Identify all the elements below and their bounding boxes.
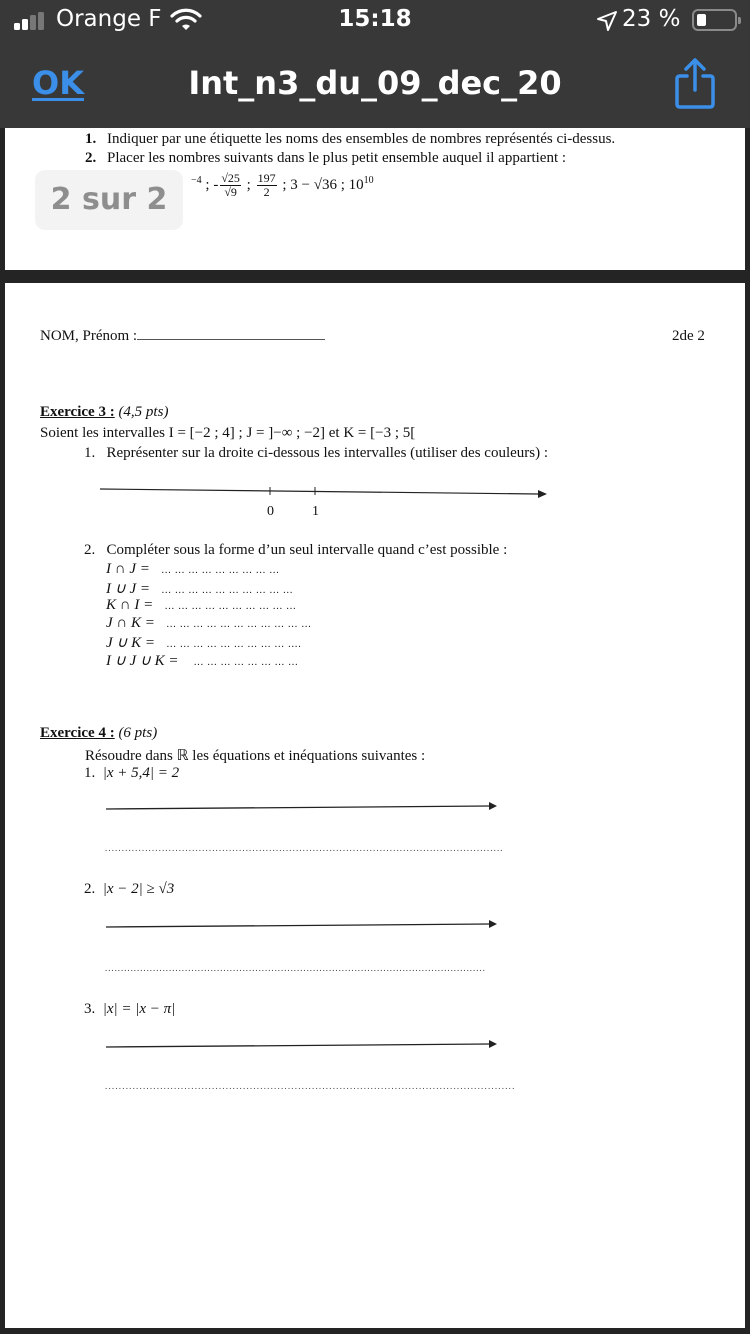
- answer-dots-1: .......................................................................................................................: [105, 843, 504, 853]
- exercise-3-q2: 2. Compléter sous la forme d’un seul intervalle quand c’est possible :: [84, 542, 508, 558]
- answer-axis-3: [105, 1037, 500, 1051]
- tick-label-0: 0: [267, 504, 274, 519]
- tick-label-1: 1: [312, 504, 319, 519]
- op-row: I ∩ J = … … … … … … … … …: [106, 561, 280, 577]
- ok-button[interactable]: OK: [32, 64, 84, 102]
- number-list: $^{-4}$ ; - $\frac{√25}{√9}$ ; $\frac{197}{2}$ ; 3 − √36 ; $10^{10}$: [191, 171, 374, 199]
- nav-bar: [0, 50, 750, 120]
- location-icon: [596, 10, 618, 32]
- clock: 15:18: [338, 6, 412, 32]
- op-row: I ∪ J ∪ K = … … … … … … … …: [106, 653, 299, 669]
- page1-item-2: 2. Placer les nombres suivants dans le plus petit ensemble auquel il appartient :: [85, 150, 567, 166]
- op-row: J ∪ K = … … … … … … … … … ….: [106, 635, 302, 651]
- status-bar: [0, 0, 750, 42]
- exercise-3-q1: 1. Représenter sur la droite ci-dessous les intervalles (utiliser des couleurs) :: [84, 445, 549, 461]
- exercise-4-q3: 3. |x| = |x − π|: [84, 1001, 176, 1017]
- class-label: 2de 2: [672, 328, 705, 344]
- carrier-name: Orange F: [56, 6, 162, 32]
- answer-dots-3: .......................................................................................................................: [105, 1081, 516, 1091]
- exercise-4-heading: Exercice 4 : (6 pts): [40, 725, 158, 741]
- top-chrome: [0, 0, 750, 128]
- answer-axis-2: [105, 917, 500, 931]
- op-row: I ∪ J = … … … … … … … … … …: [106, 581, 294, 597]
- page-indicator: 2 sur 2: [35, 170, 183, 230]
- number-line-axis: [95, 481, 555, 501]
- share-icon[interactable]: [673, 56, 717, 110]
- exercise-4-intro: Résoudre dans ℝ les équations et inéquations suivantes :: [85, 748, 426, 764]
- exercise-3-intro: Soient les intervalles I = [−2 ; 4] ; J = ]−∞ ; −2] et K = [−3 ; 5[: [40, 425, 416, 441]
- signal-icon: [14, 12, 48, 30]
- answer-dots-2: .......................................................................................................................: [105, 963, 486, 973]
- pdf-page-2: [5, 283, 745, 1328]
- fraction-197-2: $\frac{197}{2}$: [257, 171, 276, 199]
- page1-item-1: 1. Indiquer par une étiquette les noms des ensembles de nombres représentés ci-dessus.: [85, 131, 616, 147]
- wifi-icon: [170, 8, 202, 32]
- name-field-label: NOM, Prénom :: [40, 328, 325, 345]
- battery-icon: [692, 9, 737, 31]
- battery-percent: 23 %: [622, 6, 681, 32]
- document-title: Int_n3_du_09_dec_20: [188, 64, 562, 102]
- exercise-4-q2: 2. |x − 2| ≥ √3: [84, 881, 175, 897]
- exercise-4-q1: 1. |x + 5,4| = 2: [84, 765, 180, 781]
- op-row: J ∩ K = … … … … … … … … … … …: [106, 615, 312, 631]
- answer-axis-1: [105, 799, 500, 813]
- exercise-3-heading: Exercice 3 : (4,5 pts): [40, 404, 169, 420]
- fraction-sqrt25-sqrt9: $\frac{√25}{√9}$: [221, 171, 240, 199]
- name-blank-line: [137, 328, 325, 340]
- op-row: K ∩ I = … … … … … … … … … …: [106, 597, 297, 613]
